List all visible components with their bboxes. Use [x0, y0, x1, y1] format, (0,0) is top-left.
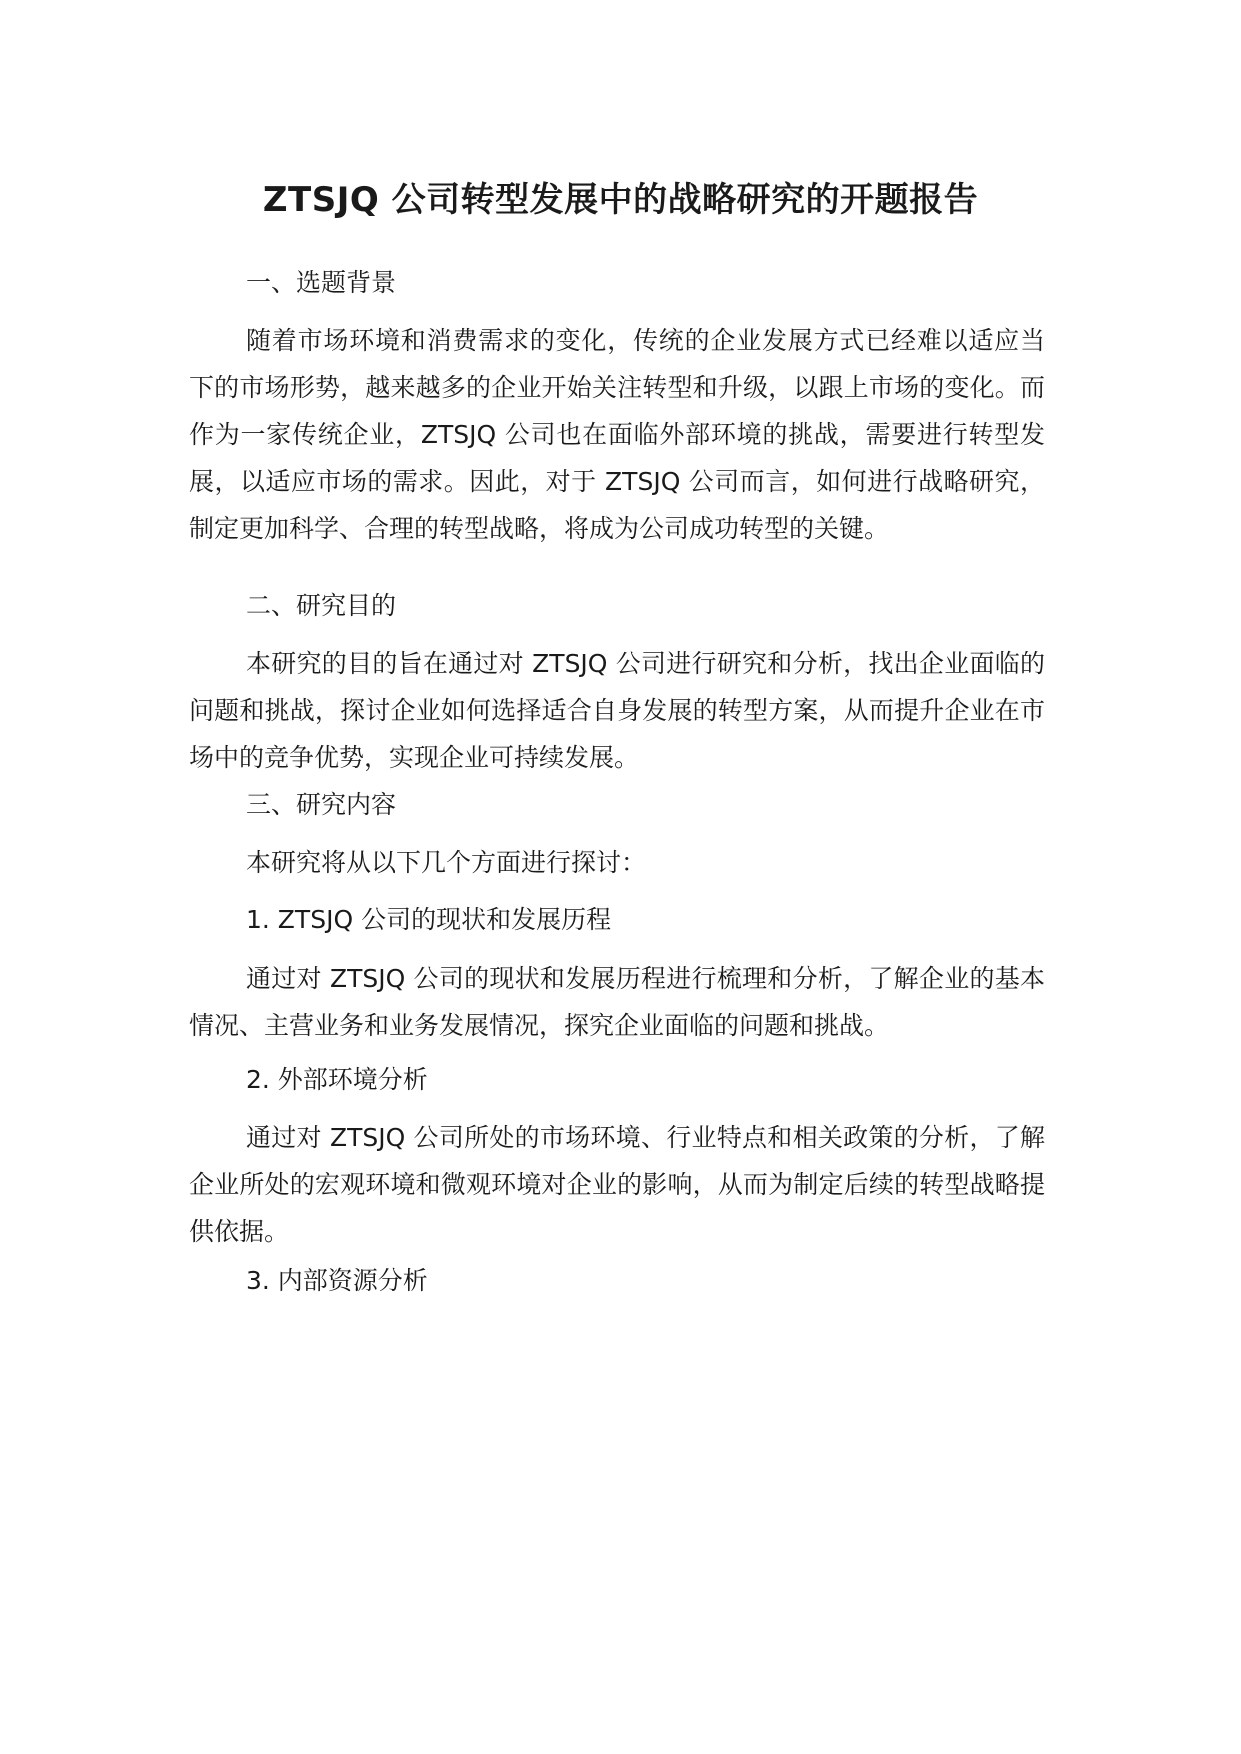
section-paragraph-background: 随着市场环境和消费需求的变化，传统的企业发展方式已经难以适应当下的市场形势，越来越多的企业开始关注转型和升级，以跟上市场的变化。而作为一家传统企业，ZTSJQ 公司也在面临外部环境的挑战，需要进行转型发展，以适应市场的需求。因此，对于 ZTSJQ 公司而言，如何进行战略研究，制定更加科学、合理的转型战略，将成为公司成功转型的关键。 — [189, 326, 1045, 543]
section-heading-background: 一、选题背景 — [246, 268, 397, 297]
section-intro-content: 本研究将从以下几个方面进行探讨： — [246, 848, 647, 877]
item-paragraph-1: 通过对 ZTSJQ 公司的现状和发展历程进行梳理和分析，了解企业的基本情况、主营业务和业务发展情况，探究企业面临的问题和挑战。 — [189, 964, 1045, 1040]
section-paragraph-purpose: 本研究的目的旨在通过对 ZTSJQ 公司进行研究和分析，找出企业面临的问题和挑战，探讨企业如何选择适合自身发展的转型方案，从而提升企业在市场中的竞争优势，实现企业可持续发展。 — [189, 649, 1045, 772]
section-heading-purpose: 二、研究目的 — [246, 591, 397, 620]
document-title: ZTSJQ 公司转型发展中的战略研究的开题报告 — [262, 180, 979, 220]
item-heading-3: 3. 内部资源分析 — [246, 1266, 428, 1295]
item-paragraph-2: 通过对 ZTSJQ 公司所处的市场环境、行业特点和相关政策的分析，了解企业所处的宏观环境和微观环境对企业的影响，从而为制定后续的转型战略提供依据。 — [189, 1123, 1045, 1246]
item-heading-2: 2. 外部环境分析 — [246, 1065, 428, 1094]
item-heading-1: 1. ZTSJQ 公司的现状和发展历程 — [246, 905, 612, 934]
section-heading-content: 三、研究内容 — [246, 790, 397, 819]
